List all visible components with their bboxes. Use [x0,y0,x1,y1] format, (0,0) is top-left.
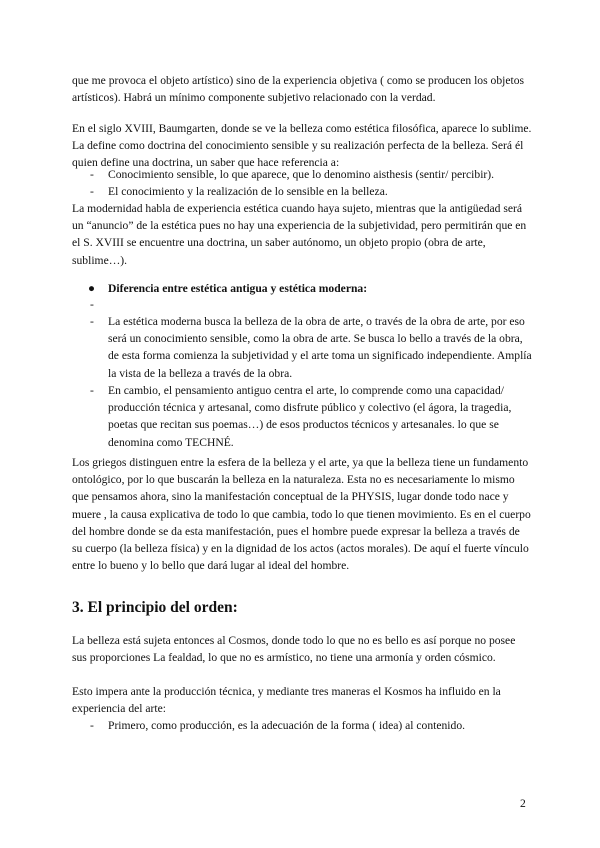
list-item-text: El conocimiento y la realización de lo sensible en la belleza. [108,185,388,198]
paragraph-greeks: Los griegos distinguen entre la esfera de la belleza y el arte, ya que la belleza tiene un fundamento ontológico, por lo que buscarán la belleza en la naturaleza. Esta no es necesariamente lo mismo que pensamos ahora, sino la manifestación conceptual de la PHYSIS, lugar donde todo nace y muere , la causa explicativa de todo lo que cambia, todo lo que tienen movimiento. Es en el cuerpo del hombre donde se da esta manifestación, pues el hombre puede expresar la belleza a través de su cuerpo (la belleza física) y en la dignidad de los actos (actos morales). De aquí el fuerte vínculo entre lo bueno y lo bello que dará lugar al ideal del hombre. [72,456,531,573]
dash-marker: - [90,719,94,732]
paragraph-baumgarten: En el siglo XVIII, Baumgarten, donde se ve la belleza como estética filosófica, aparece lo sublime. La define como doctrina del conocimiento sensible y su realización perfecta de la belleza. Será él quien define una doctrina, un saber que hace referencia a: [72,122,532,170]
dash-marker: - [90,384,94,397]
list-item-text: Conocimiento sensible, lo que aparece, que lo denomino aisthesis (sentir/ percibir). [108,168,495,181]
list-item-text: La estética moderna busca la belleza de la obra de arte, o través de la obra de arte, por eso será un conocimiento sensible, como la obra de arte. Se busca lo bello a través de la obra, de esta forma comienza la subjetividad y el arte toma un significado independiente. Amplía la vista de la belleza a través de la obra. [108,315,532,380]
dash-marker: - [90,185,94,198]
paragraph-technical-production: Esto impera ante la producción técnica, y mediante tres maneras el Kosmos ha influido en la experiencia del arte: [72,685,501,716]
dash-marker: - [90,315,94,328]
dash-marker: - [90,298,94,311]
page-number: 2 [520,797,526,810]
paragraph-modernity: La modernidad habla de experiencia estética cuando haya sujeto, mientras que la antigüedad será un “anuncio” de la estética pues no hay una experiencia de la subjetividad, pero permitirán que en el S. XVIII se encuentre una doctrina, un saber autónomo, un objeto propio (obra de arte, sublime…). [72,202,527,267]
dash-marker: - [90,168,94,181]
list-item-text: Primero, como producción, es la adecuación de la forma ( idea) al contenido. [108,719,466,732]
bullet-dot-icon: ● [88,282,96,295]
section-heading: 3. El principio del orden: [72,599,238,616]
paragraph-objective-experience: que me provoca el objeto artístico) sino de la experiencia objetiva ( como se producen los objetos artísticos). Habrá un mínimo componente subjetivo relacionado con la verdad. [72,74,525,105]
bullet-heading-text: Diferencia entre estética antigua y estética moderna: [108,282,368,295]
paragraph-cosmos: La belleza está sujeta entonces al Cosmos, donde todo lo que no es bello es así porque no posee sus proporciones La fealdad, lo que no es armístico, no tiene una armonía y orden cósmico. [72,634,516,665]
list-item-text: En cambio, el pensamiento antiguo centra el arte, lo comprende como una capacidad/ producción técnica y artesanal, como disfrute público y colectivo (el ágora, la tragedia, poetas que recitan sus poemas…) de esos productos técnicos y artesanales. lo que se denomina como TECHNÉ. [108,384,512,449]
